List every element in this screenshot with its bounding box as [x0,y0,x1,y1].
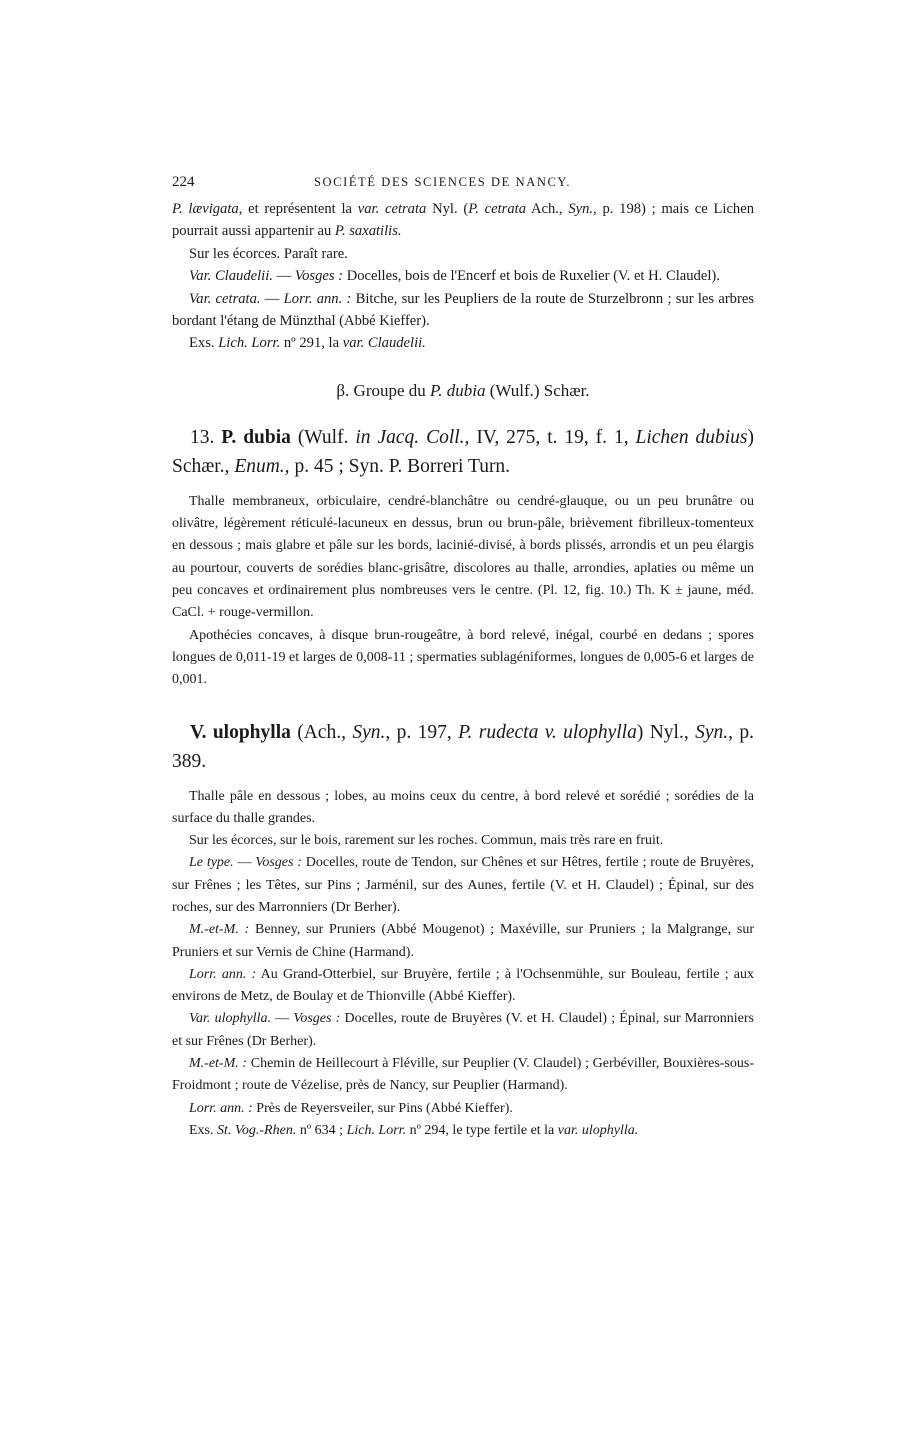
page-number: 224 [172,174,195,190]
species-heading: 13. P. dubia (Wulf. in Jacq. Coll., IV, 275, t. 19, f. 1, Lichen dubius) Schær., Enum., p. 45 ; Syn. P. Borreri Turn. [172,426,754,477]
var-ulophylla-meurthe-locality: M.-et-M. : Chemin de Heillecourt à Fléville, sur Peuplier (V. Claudel) ; Gerbéviller, Bouxières-sous-Froidmont ; route de Vézelise, près de Nancy, sur Peuplier (Harmand). [172,1056,754,1094]
continued-paragraph: P. lævigata, et représentent la var. cetrata Nyl. (P. cetrata Ach., Syn., p. 198) ; mais ce Lichen pourrait aussi appartenir au P. saxatilis. [172,201,754,240]
exsiccata-note: Exs. Lich. Lorr. nº 291, la var. Claudelii. [189,335,426,352]
exsiccata-final: Exs. St. Vog.-Rhen. nº 634 ; Lich. Lorr. nº 294, le type fertile et la var. ulophylla. [189,1122,639,1138]
var-cetrata-locality: Var. cetrata. — Lorr. ann. : Bitche, sur les Peupliers de la route de Sturzelbronn ; sur les arbres bordant l'étang de Münzthal (Abbé Kieffer). [172,290,754,330]
page-header [172,174,754,198]
page-body [172,174,754,1142]
type-vosges-locality: Le type. — Vosges : Docelles, route de Tendon, sur Chênes et sur Hêtres, fertile ; route de Bruyères, sur Frênes ; les Têtes, sur Pins ; Jarménil, sur des Aunes, fertile (V. et H. Claudel) ; Épinal, sur des roches, sur des Marronniers (Dr Berher). [172,855,754,915]
var-ulophylla-lorraine-locality: Lorr. ann. : Près de Reyersveiler, sur Pins (Abbé Kieffer). [189,1100,513,1116]
type-lorraine-locality: Lorr. ann. : Au Grand-Otterbiel, sur Bruyère, fertile ; à l'Ochsenmühle, sur Bouleau, fertile ; aux environs de Metz, de Boulay et de Thionville (Abbé Kieffer). [172,966,754,1005]
var-ulophylla-vosges-locality: Var. ulophylla. — Vosges : Docelles, route de Bruyères (V. et H. Claudel) ; Épinal, sur Marronniers et sur Frênes (Dr Berher). [172,1011,755,1049]
group-heading: β. Groupe du P. dubia (Wulf.) Schær. [336,380,590,400]
variety-heading: V. ulophylla (Ach., Syn., p. 197, P. rudecta v. ulophylla) Nyl., Syn., p. 389. [172,721,754,772]
habitat-note: Sur les écorces. Paraît rare. [189,245,348,262]
running-head: SOCIÉTÉ DES SCIENCES DE NANCY. [314,175,572,189]
variety-description: Thalle pâle en dessous ; lobes, au moins ceux du centre, à bord relevé et sorédié ; sorédies de la surface du thalle grandes. [172,788,754,826]
variety-habitat: Sur les écorces, sur le bois, rarement sur les roches. Commun, mais très rare en fruit. [189,833,664,849]
var-claudelii-locality: Var. Claudelii. — Vosges : Docelles, bois de l'Encerf et bois de Ruxelier (V. et H. Claudel). [189,268,720,285]
thallus-description: Thalle membraneux, orbiculaire, cendré-blanchâtre ou cendré-glauque, ou un peu brunâtre ou olivâtre, légèrement réticulé-lacuneux en dessus, brun ou brun-pâle, brièvement fibrilleux-tomenteux en dessous ; mais glabre et pâle sur les bords, lacinié-divisé, à bords plissés, arrondis et un peu élargis au pourtour, couverts de sorédies blanc-grisâtre, discolores au thalle, arrondies, aplaties ou même un peu concaves et ordinairement plus nombreuses vers le centre. (Pl. 12, fig. 10.) Th. K ± jaune, méd. CaCl. + rouge-vermillon. [172,493,754,621]
type-meurthe-locality: M.-et-M. : Benney, sur Pruniers (Abbé Mougenot) ; Maxéville, sur Pruniers ; la Malgrange, sur Pruniers et sur Vernis de Chine (Harmand). [172,922,755,960]
apothecia-description: Apothécies concaves, à disque brun-rougeâtre, à bord relevé, inégal, courbé en dedans ; spores longues de 0,011-19 et larges de 0,008-11 ; spermaties sublagéniformes, longues de 0,005-6 et larges de 0,001. [172,627,754,688]
